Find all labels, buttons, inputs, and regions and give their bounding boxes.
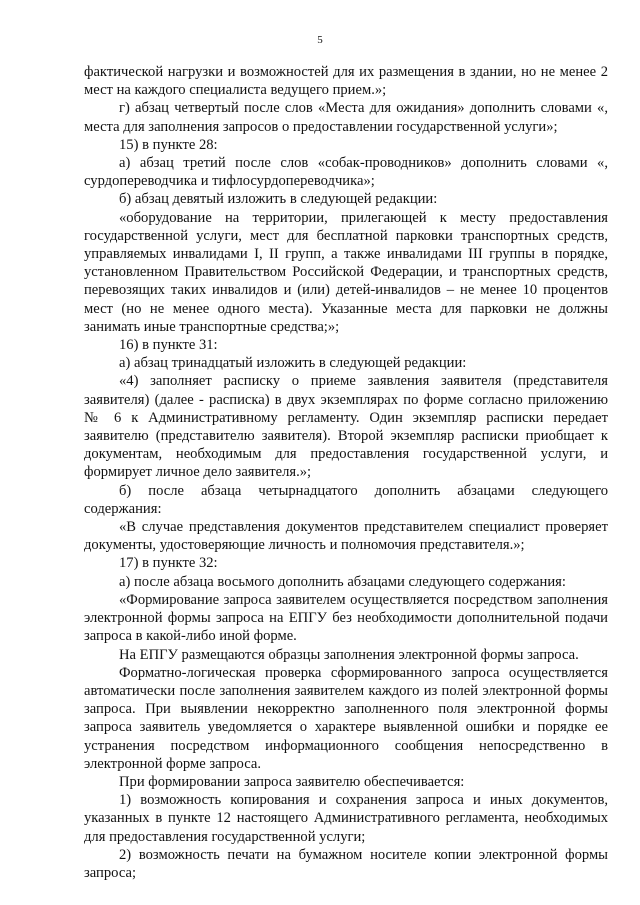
paragraph: «4) заполняет расписку о приеме заявления заявителя (представителя заявителя) (далее - расписка) в двух экземплярах по форме согласно приложению № 6 к Административному регламенту. Один экземпляр расписки передает заявителю (представителю заявителя). Второй экземпляр расписки приобщает к документам, необходимым для предоставления государственной услуги, и формирует личное дело заявителя.»; [84,373,608,481]
paragraph: На ЕПГУ размещаются образцы заполнения электронной формы запроса. [119,646,579,663]
paragraph: б) после абзаца четырнадцатого дополнить абзацами следующего содержания: [84,482,608,517]
paragraph: б) абзац девятый изложить в следующей редакции: [119,191,438,208]
paragraph: При формировании запроса заявителю обеспечивается: [119,773,465,790]
paragraph: «Формирование запроса заявителем осуществляется посредством заполнения электронной формы запроса на ЕПГУ без необходимости дополнительной подачи запроса в какой-либо иной форме. [84,591,608,645]
paragraph: фактической нагрузки и возможностей для их размещения в здании, но не менее 2 мест на каждого специалиста ведущего прием.»; [84,64,608,99]
paragraph: а) абзац третий после слов «собак-проводников» дополнить словами «, сурдопереводчика и тифлосурдопереводчика»; [84,155,608,190]
page-number: 5 [317,34,323,46]
document-body [84,63,608,882]
paragraph: 2) возможность печати на бумажном носителе копии электронной формы запроса; [84,846,608,881]
paragraph: «В случае представления документов представителем специалист проверяет документы, удостоверяющие личность и полномочия представителя.»; [84,519,608,554]
paragraph: г) абзац четвертый после слов «Места для ожидания» дополнить словами «, места для заполнения запросов о предоставлении государственной услуги»; [84,100,608,135]
paragraph: 17) в пункте 32: [119,555,218,572]
paragraph: 15) в пункте 28: [119,136,218,153]
paragraph: Форматно-логическая проверка сформированного запроса осуществляется автоматически после заполнения заявителем каждого из полей электронной формы запроса. При выявлении некорректно заполненного поля электронной формы запроса заявитель уведомляется о характере выявленной ошибки и порядке ее устранения посредством информационного сообщения непосредственно в электронной форме запроса. [84,664,608,772]
paragraph: 16) в пункте 31: [119,337,218,354]
paragraph: а) абзац тринадцатый изложить в следующей редакции: [119,355,467,372]
paragraph: а) после абзаца восьмого дополнить абзацами следующего содержания: [119,573,566,590]
paragraph: «оборудование на территории, прилегающей к месту предоставления государственной услуги, мест для бесплатной парковки транспортных средств, управляемых инвалидами I, II групп, а также инвалидами III группы в порядке, установленном Правительством Российской Федерации, и транспортных средств, перевозящих таких инвалидов и (или) детей-инвалидов – не менее 10 процентов мест (но не менее одного места). Указанные места для парковки не должны занимать иные транспортные средства;»; [84,209,608,335]
paragraph: 1) возможность копирования и сохранения запроса и иных документов, указанных в пункте 12 настоящего Административного регламента, необходимых для предоставления государственной услуги; [84,792,608,845]
